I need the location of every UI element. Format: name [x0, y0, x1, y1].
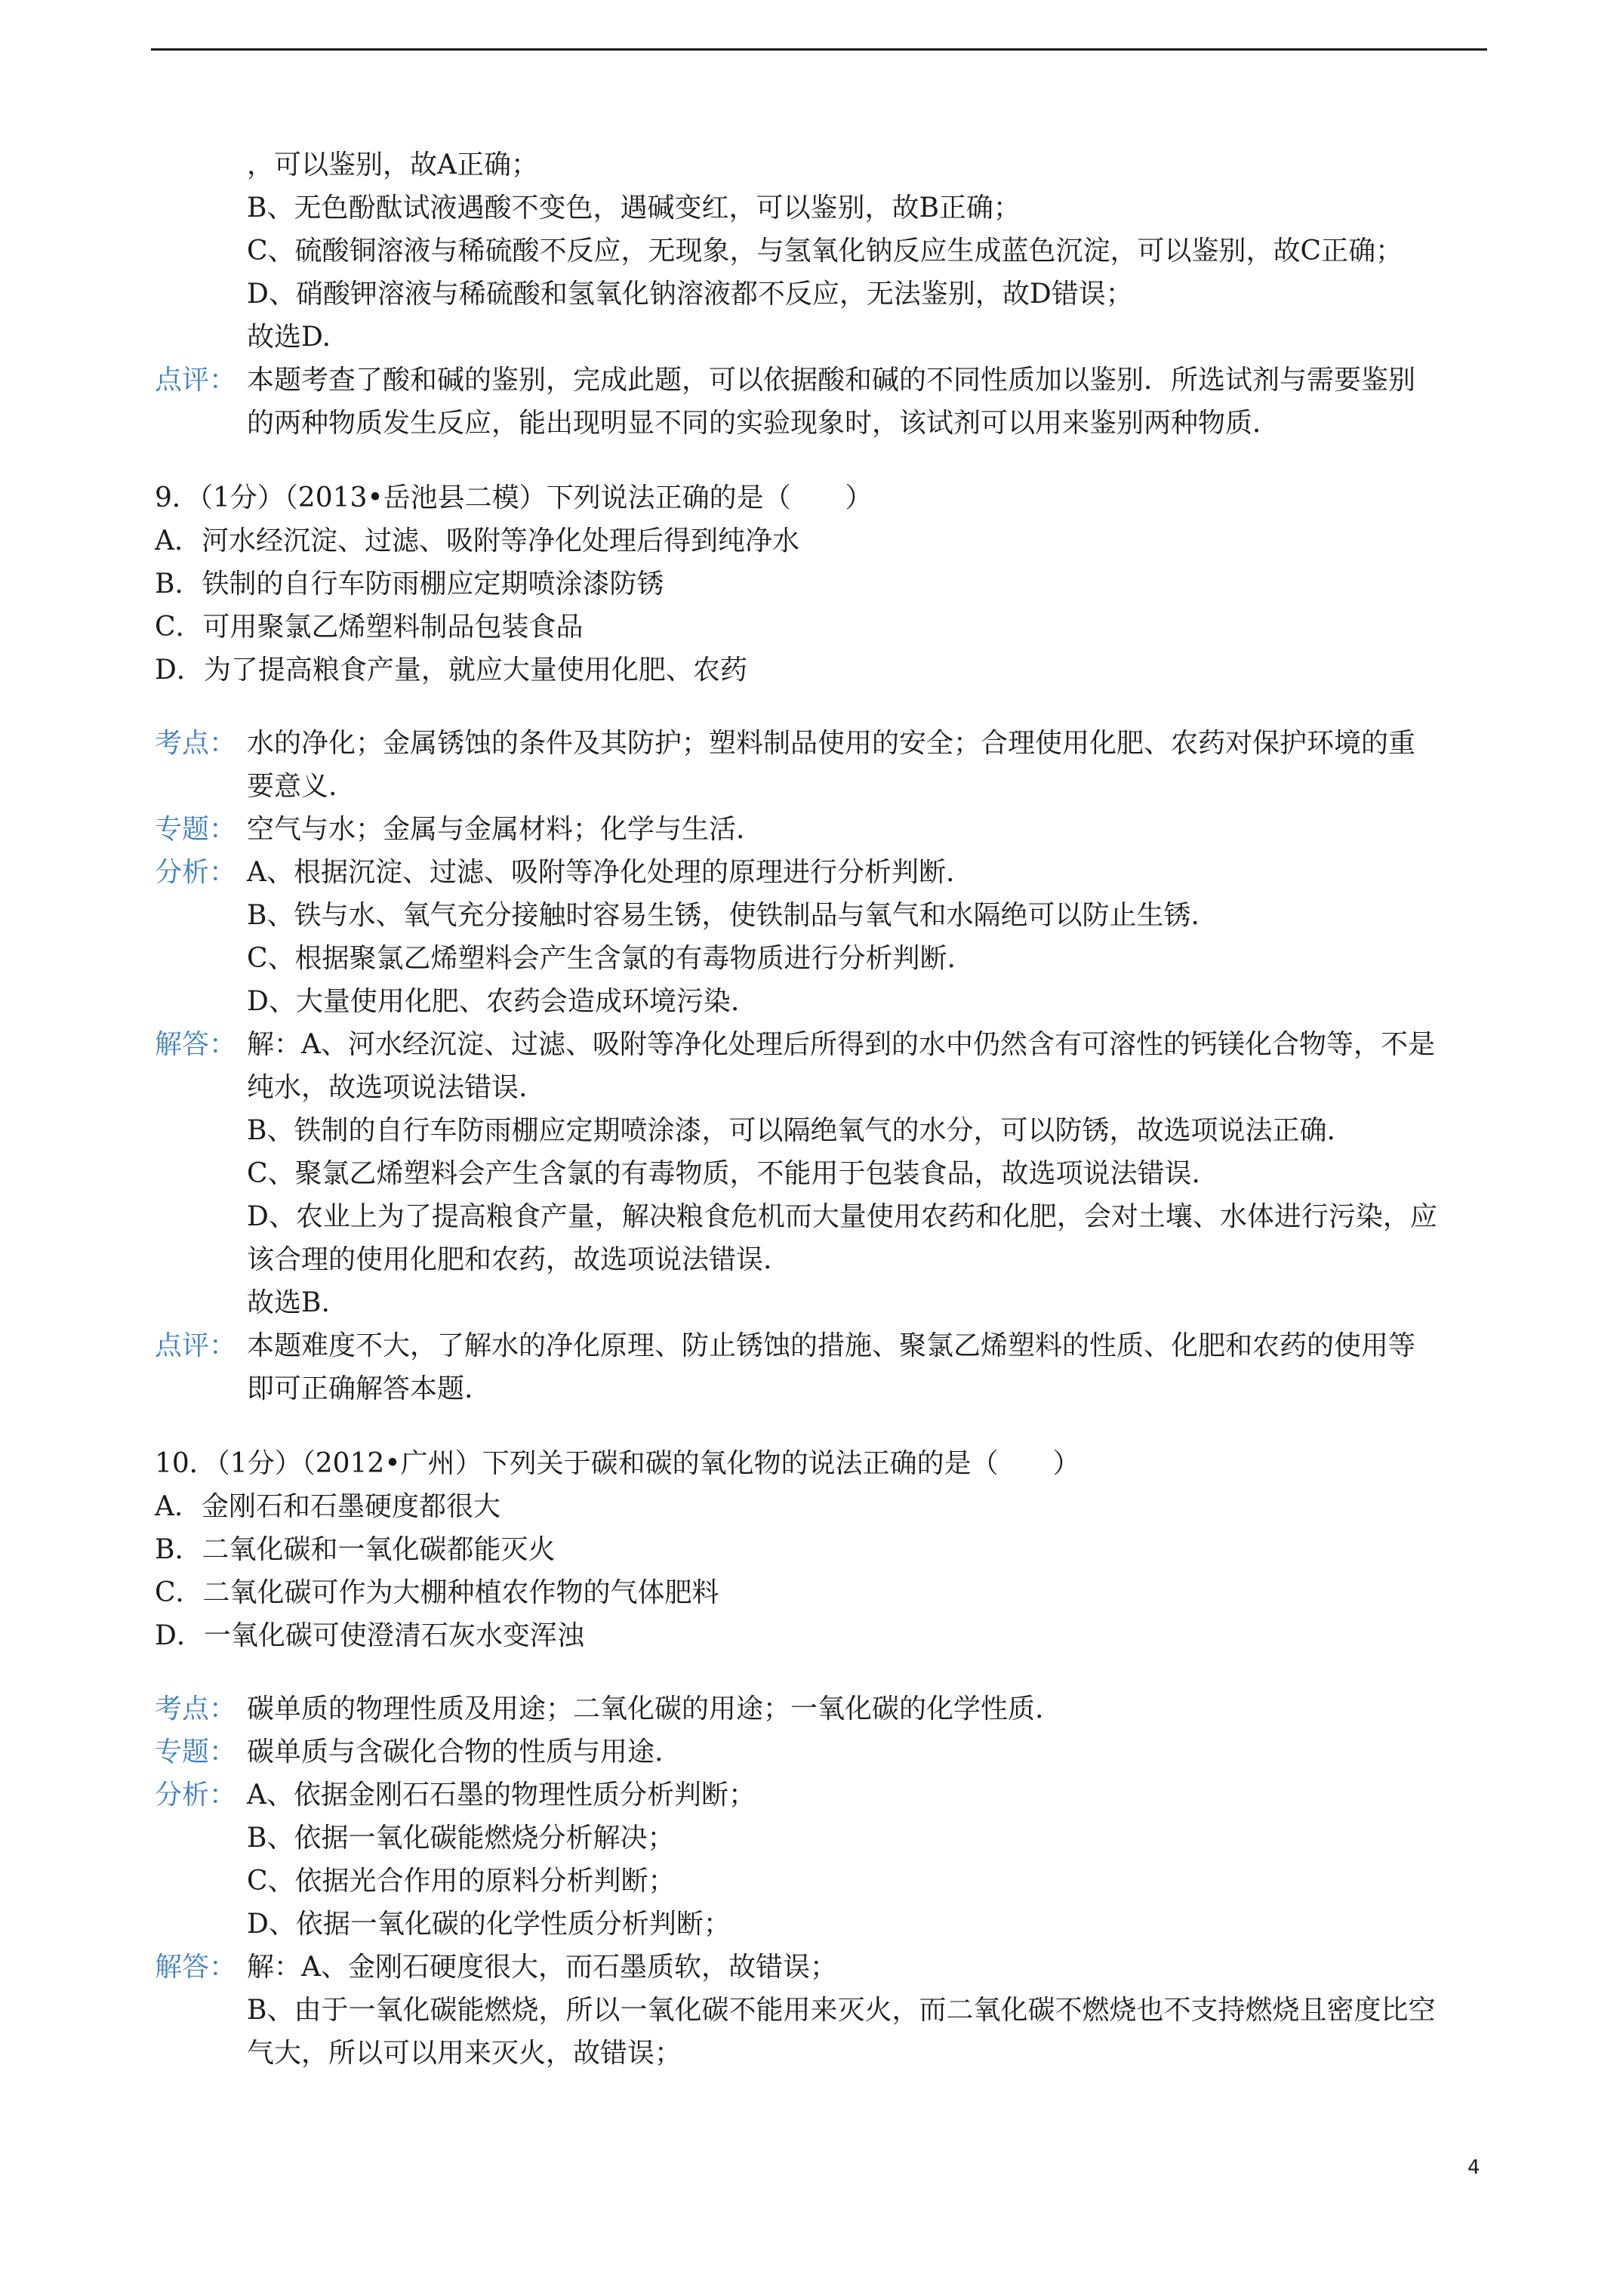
text-line: 空气与水；金属与金属材料；化学与生活. — [247, 814, 745, 845]
kaodian-label: 考点： — [155, 728, 237, 759]
fenxi-label: 分析： — [155, 1780, 237, 1811]
option-a: A．河水经沉淀、过滤、吸附等净化处理后得到纯净水 — [155, 525, 799, 556]
text-line: D、硝酸钾溶液与稀硫酸和氢氧化钠溶液都不反应，无法鉴别，故D错误； — [247, 279, 1133, 310]
jieda-label: 解答： — [155, 1029, 237, 1060]
option-b: B．二氧化碳和一氧化碳都能灭火 — [155, 1534, 556, 1565]
q10-fenxi — [155, 1774, 1491, 1946]
text-line: 的两种物质发生反应，能出现明显不同的实验现象时，该试剂可以用来鉴别两种物质． — [247, 408, 1280, 439]
zhuanti-label: 专题： — [155, 814, 237, 845]
text-line: C、根据聚氯乙烯塑料会产生含氯的有毒物质进行分析判断. — [247, 943, 956, 974]
option-d: D．一氧化碳可使澄清石灰水变浑浊 — [155, 1620, 584, 1651]
zhuanti-label: 专题： — [155, 1737, 237, 1767]
text-line: B、铁与水、氧气充分接触时容易生锈，使铁制品与氧气和水隔绝可以防止生锈. — [247, 900, 1200, 931]
text-line: 故选D. — [247, 322, 331, 353]
dianping-label: 点评： — [155, 1330, 237, 1361]
text-line: 本题考查了酸和碱的鉴别，完成此题，可以依据酸和碱的不同性质加以鉴别．所选试剂与需要鉴别 — [247, 365, 1416, 396]
text-line: C、依据光合作用的原料分析判断； — [247, 1866, 676, 1897]
text-line: B、铁制的自行车防雨棚应定期喷涂漆，可以隔绝氧气的水分，可以防锈，故选项说法正确. — [247, 1115, 1335, 1146]
text-line: 碳单质与含碳化合物的性质与用途. — [247, 1737, 664, 1767]
option-a: A．金刚石和石墨硬度都很大 — [155, 1491, 500, 1522]
q9-fenxi — [155, 851, 1491, 1023]
q8-comment — [155, 359, 1491, 445]
q10-zhuanti — [155, 1730, 1491, 1774]
option-b: B．铁制的自行车防雨棚应定期喷涂漆防锈 — [155, 569, 664, 599]
text-line: 故选B. — [247, 1287, 330, 1318]
text-line: 碳单质的物理性质及用途；二氧化碳的用途；一氧化碳的化学性质. — [247, 1693, 1044, 1724]
jieda-label: 解答： — [155, 1952, 237, 1983]
question-9 — [155, 476, 1491, 692]
spacer — [155, 445, 1491, 476]
text-line: 即可正确解答本题. — [247, 1373, 473, 1404]
q9-kaodian — [155, 722, 1491, 808]
text-line: B、无色酚酞试液遇酸不变色，遇碱变红，可以鉴别，故B正确； — [247, 193, 1021, 223]
text-line: 解：A、河水经沉淀、过滤、吸附等净化处理后所得到的水中仍然含有可溶性的钙镁化合物等，不是 — [247, 1029, 1435, 1060]
spacer — [155, 692, 1491, 722]
text-line: 解：A、金刚石硬度很大，而石墨质软，故错误； — [247, 1952, 837, 1983]
text-line: C、聚氯乙烯塑料会产生含氯的有毒物质，不能用于包装食品，故选项说法错误. — [247, 1158, 1200, 1189]
q8-analysis-tail — [155, 143, 1491, 359]
header-rule — [151, 48, 1487, 51]
spacer — [155, 1410, 1491, 1442]
text-line: A、依据金刚石石墨的物理性质分析判断； — [247, 1780, 756, 1811]
text-line: 要意义. — [247, 771, 337, 802]
text-line: D、农业上为了提高粮食产量，解决粮食危机而大量使用农药和化肥，会对土壤、水体进行污染，应 — [247, 1201, 1437, 1232]
text-line: 本题难度不大，了解水的净化原理、防止锈蚀的措施、聚氯乙烯塑料的性质、化肥和农药的使用等 — [247, 1330, 1416, 1361]
spacer — [155, 1657, 1491, 1687]
text-line: D、依据一氧化碳的化学性质分析判断； — [247, 1909, 731, 1940]
text-line: 水的净化；金属锈蚀的条件及其防护；塑料制品使用的安全；合理使用化肥、农药对保护环境的重 — [247, 728, 1416, 759]
text-line: 该合理的使用化肥和农药，故选项说法错误. — [247, 1244, 772, 1275]
comment-label: 点评： — [155, 365, 237, 396]
text-line: 气大，所以可以用来灭火，故错误； — [247, 2038, 682, 2069]
text-line: B、由于一氧化碳能燃烧，所以一氧化碳不能用来灭火，而二氧化碳不燃烧也不支持燃烧且密度比空 — [247, 1995, 1436, 2026]
text-line: D、大量使用化肥、农药会造成环境污染. — [247, 986, 740, 1017]
q9-zhuanti — [155, 808, 1491, 851]
text-line: ，可以鉴别，故A正确； — [247, 149, 538, 180]
page-number: 4 — [1467, 2156, 1480, 2179]
kaodian-label: 考点： — [155, 1693, 237, 1724]
question-10 — [155, 1442, 1491, 1657]
q10-kaodian — [155, 1687, 1491, 1730]
q9-jieda — [155, 1023, 1491, 1324]
option-d: D．为了提高粮食产量，就应大量使用化肥、农药 — [155, 655, 747, 686]
text-line: A、根据沉淀、过滤、吸附等净化处理的原理进行分析判断. — [247, 857, 955, 888]
question-stem: 9．（1分）（2013•岳池县二模）下列说法正确的是（ ） — [155, 482, 873, 513]
text-line: B、依据一氧化碳能燃烧分析解决； — [247, 1823, 675, 1854]
q10-jieda — [155, 1946, 1491, 2075]
option-c: C．二氧化碳可作为大棚种植农作物的气体肥料 — [155, 1577, 719, 1608]
fenxi-label: 分析： — [155, 857, 237, 888]
option-c: C．可用聚氯乙烯塑料制品包装食品 — [155, 612, 584, 643]
q9-dianping — [155, 1324, 1491, 1410]
text-line: C、硫酸铜溶液与稀硫酸不反应，无现象，与氢氧化钠反应生成蓝色沉淀，可以鉴别，故C正确； — [247, 236, 1403, 267]
question-stem: 10．（1分）（2012•广州）下列关于碳和碳的氧化物的说法正确的是（ ） — [155, 1448, 1080, 1479]
text-line: 纯水，故选项说法错误. — [247, 1072, 528, 1103]
page-content — [155, 143, 1491, 2075]
